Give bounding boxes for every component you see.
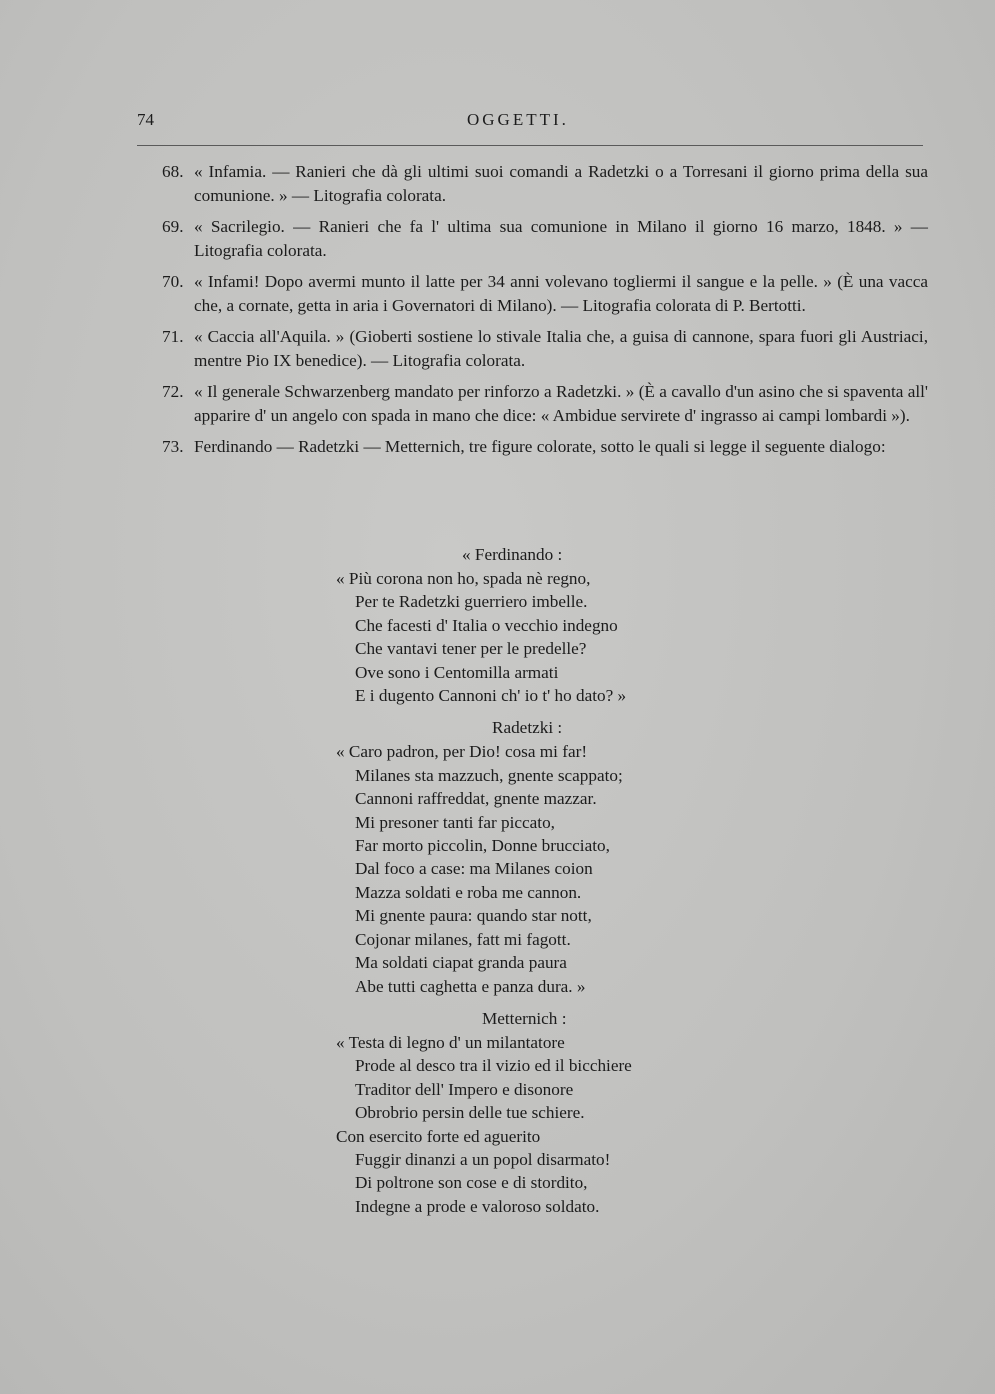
verse-line: « Più corona non ho, spada nè regno, — [336, 569, 591, 588]
verse-line: Traditor dell' Impero e disonore — [355, 1079, 574, 1099]
entry-number: 69. — [162, 217, 184, 236]
verse-line: Che facesti d' Italia o vecchio indegno — [355, 615, 618, 635]
entry-number: 70. — [162, 272, 184, 291]
catalog-entry — [162, 160, 928, 207]
entry-text: « Il generale Schwarzenberg mandato per rinforzo a Radetzki. » (È a cavallo d'un asino che si spaventa all' apparire d' un angelo con spada in mano che dice: « Ambidue servirete d' ingrasso ai campi lombardi »). — [194, 382, 928, 425]
verse-line: Per te Radetzki guerriero imbelle. — [355, 592, 588, 612]
verse-line: Cojonar milanes, fatt mi fagott. — [355, 929, 571, 949]
verse-line: Di poltrone son cose e di stordito, — [355, 1173, 588, 1193]
speaker-metternich: Metternich : — [482, 1008, 567, 1028]
catalog-entry — [162, 325, 928, 372]
catalog-entry — [162, 380, 928, 427]
verse-line: Mi gnente paura: quando star nott, — [355, 906, 592, 926]
running-head: OGGETTI. — [467, 110, 569, 129]
verse-line: Con esercito forte ed aguerito — [336, 1126, 541, 1146]
verse-line: Cannoni raffreddat, gnente mazzar. — [355, 789, 597, 809]
entry-text: « Caccia all'Aquila. » (Gioberti sostiene lo stivale Italia che, a guisa di cannone, spara fuori gli Austriaci, mentre Pio IX benedice). — Litografia colorata. — [194, 327, 928, 370]
entry-text: « Infami! Dopo avermi munto il latte per 34 anni volevano togliermi il sangue e la pelle. » (È una vacca che, a cornate, getta in aria i Governatori di Milano). — Litografia colorata di P. Bertotti. — [194, 272, 928, 315]
entry-number: 71. — [162, 327, 184, 346]
entry-text: « Sacrilegio. — Ranieri che fa l' ultima sua comunione in Milano il giorno 16 marzo, 1848. » — Litografia colorata. — [194, 217, 928, 260]
verse-line: Indegne a prode e valoroso soldato. — [355, 1196, 600, 1216]
verse-line: Dal foco a case: ma Milanes coion — [355, 859, 593, 879]
catalog-entry — [162, 435, 928, 459]
verse-line: Milanes sta mazzuch, gnente scappato; — [355, 765, 623, 785]
page-number: 74 — [137, 110, 154, 129]
speaker-radetzki: Radetzki : — [492, 718, 563, 738]
verse-line: Ove sono i Centomilla armati — [355, 662, 559, 682]
entry-number: 72. — [162, 382, 184, 401]
catalog-entry — [162, 215, 928, 262]
entry-text: « Infamia. — Ranieri che dà gli ultimi suoi comandi a Radetzki o a Torresani il giorno prima della sua comunione. » — Litografia colorata. — [194, 162, 928, 205]
dialogue-verses — [336, 543, 756, 1218]
entry-text: Ferdinando — Radetzki — Metternich, tre figure colorate, sotto le quali si legge il seguente dialogo: — [194, 437, 886, 456]
header-rule — [137, 145, 923, 146]
verse-line: Far morto piccolin, Donne brucciato, — [355, 836, 610, 856]
verse-line: E i dugento Cannoni ch' io t' ho dato? » — [355, 686, 627, 706]
verse-line: Fuggir dinanzi a un popol disarmato! — [355, 1149, 611, 1169]
verse-line: Mazza soldati e roba me cannon. — [355, 882, 582, 902]
verse-line: Abe tutti caghetta e panza dura. » — [355, 976, 586, 996]
page-header — [137, 110, 923, 136]
speaker-ferdinando: « Ferdinando : — [462, 545, 563, 564]
verse-line: Obrobrio persin delle tue schiere. — [355, 1103, 585, 1123]
verse-line: Mi presoner tanti far piccato, — [355, 812, 555, 832]
verse-line: Prode al desco tra il vizio ed il bicchiere — [355, 1056, 632, 1076]
catalog-entry — [162, 270, 928, 317]
entry-number: 73. — [162, 437, 184, 456]
verse-line: « Caro padron, per Dio! cosa mi far! — [336, 742, 588, 762]
verse-line: « Testa di legno d' un milantatore — [336, 1032, 565, 1052]
verse-line: Che vantavi tener per le predelle? — [355, 639, 587, 659]
verse-line: Ma soldati ciapat granda paura — [355, 953, 567, 973]
entry-number: 68. — [162, 162, 184, 181]
catalog-entries — [162, 160, 928, 467]
